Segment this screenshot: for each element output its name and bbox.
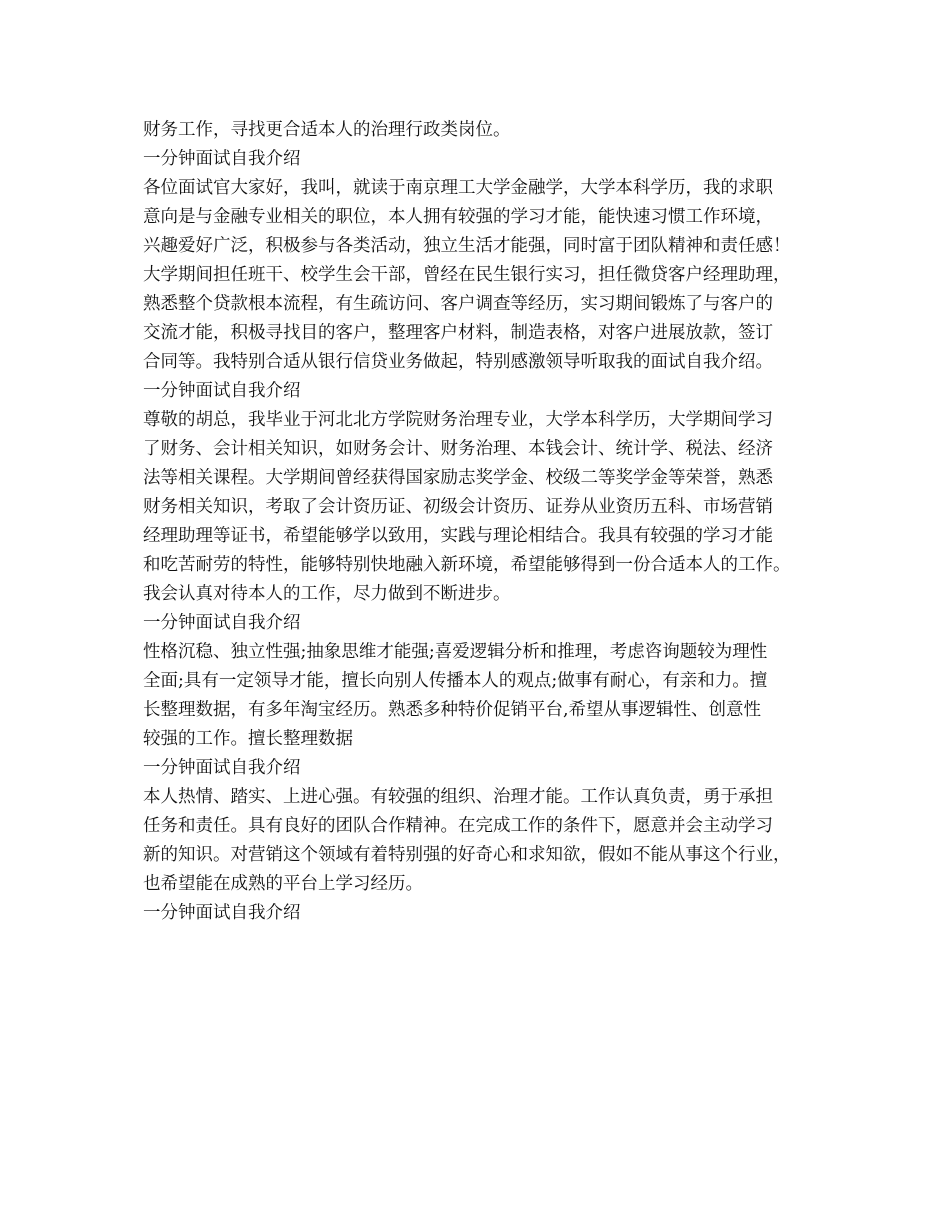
text-line: 交流才能，积极寻找目的客户，整理客户材料，制造表格，对客户进展放款，签订 xyxy=(143,323,773,343)
text-line: 大学期间担任班干、校学生会干部，曾经在民生银行实习，担任微贷客户经理助理， xyxy=(143,265,791,285)
text-line: 尊敬的胡总，我毕业于河北北方学院财务治理专业，大学本科学历，大学期间学习 xyxy=(143,410,773,430)
text-line: 经理助理等证书，希望能够学以致用，实践与理论相结合。我具有较强的学习才能 xyxy=(143,526,773,546)
text-line: 我会认真对待本人的工作，尽力做到不断进步。 xyxy=(143,584,511,604)
text-line: 各位面试官大家好，我叫，就读于南京理工大学金融学，大学本科学历，我的求职 xyxy=(143,178,773,198)
text-line: 本人热情、踏实、上进心强。有较强的组织、治理才能。工作认真负责，勇于承担 xyxy=(143,787,773,807)
text-line: 也希望能在成熟的平台上学习经历。 xyxy=(143,874,423,894)
section-heading: 一分钟面试自我介绍 xyxy=(143,149,301,169)
text-line: 法等相关课程。大学期间曾经获得国家励志奖学金、校级二等奖学金等荣誉，熟悉 xyxy=(143,468,773,488)
text-line: 合同等。我特别合适从银行信贷业务做起，特别感激领导听取我的面试自我介绍。 xyxy=(143,352,773,372)
text-line: 长整理数据，有多年淘宝经历。熟悉多种特价促销平台,希望从事逻辑性、创意性 xyxy=(143,700,762,720)
text-line: 全面;具有一定领导才能，擅长向别人传播本人的观点;做事有耐心，有亲和力。擅 xyxy=(143,671,768,691)
text-line: 财务相关知识，考取了会计资历证、初级会计资历、证券从业资历五科、市场营销 xyxy=(143,497,773,517)
text-line: 和吃苦耐劳的特性，能够特别快地融入新环境，希望能够得到一份合适本人的工作。 xyxy=(143,555,791,575)
text-line: 熟悉整个贷款根本流程，有生疏访问、客户调查等经历，实习期间锻炼了与客户的 xyxy=(143,294,773,314)
section-heading: 一分钟面试自我介绍 xyxy=(143,381,301,401)
text-line: 财务工作，寻找更合适本人的治理行政类岗位。 xyxy=(143,120,511,140)
section-heading: 一分钟面试自我介绍 xyxy=(143,903,301,923)
text-line: 新的知识。对营销这个领域有着特别强的好奇心和求知欲，假如不能从事这个行业， xyxy=(143,845,791,865)
section-heading: 一分钟面试自我介绍 xyxy=(143,758,301,778)
text-line: 意向是与金融专业相关的职位，本人拥有较强的学习才能，能快速习惯工作环境， xyxy=(143,207,773,227)
text-line: 兴趣爱好广泛，积极参与各类活动，独立生活才能强，同时富于团队精神和责任感！ xyxy=(143,236,791,256)
text-line: 性格沉稳、独立性强;抽象思维才能强;喜爱逻辑分析和推理，考虑咨询题较为理性 xyxy=(143,642,768,662)
text-line: 任务和责任。具有良好的团队合作精神。在完成工作的条件下，愿意并会主动学习 xyxy=(143,816,773,836)
document-body xyxy=(143,116,823,928)
section-heading: 一分钟面试自我介绍 xyxy=(143,613,301,633)
text-line: 了财务、会计相关知识，如财务会计、财务治理、本钱会计、统计学、税法、经济 xyxy=(143,439,773,459)
text-line: 较强的工作。擅长整理数据 xyxy=(143,729,353,749)
